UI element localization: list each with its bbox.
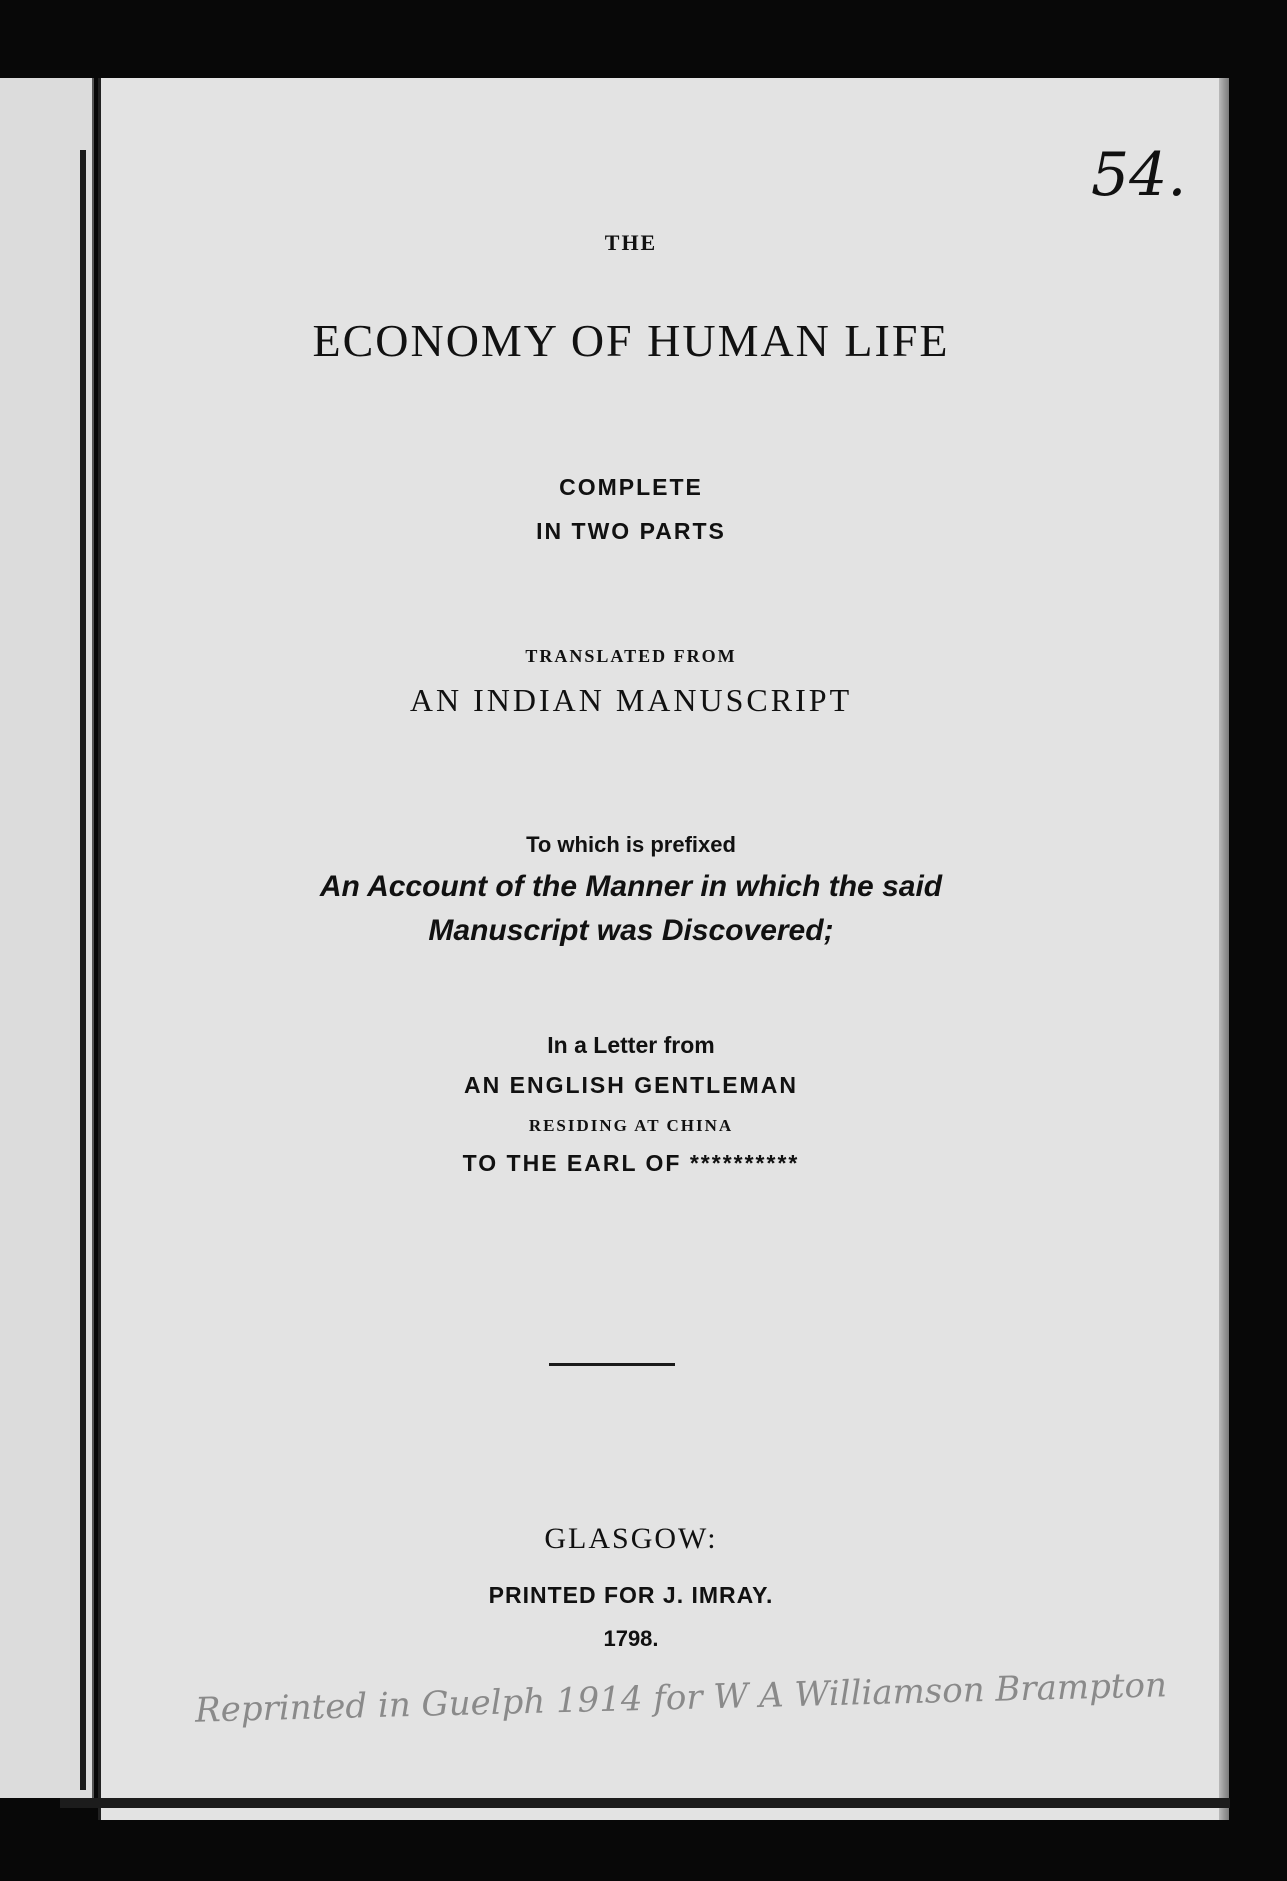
imprint-city: GLASGOW: (544, 1522, 718, 1555)
complete-line: COMPLETE (559, 474, 703, 500)
gentleman-line: AN ENGLISH GENTLEMAN (464, 1072, 798, 1098)
two-parts-line: IN TWO PARTS (536, 518, 726, 544)
imprint-printer: PRINTED FOR J. IMRAY. (488, 1582, 774, 1608)
page-bottom-edge (60, 1798, 1230, 1808)
earl-line: TO THE EARL OF ********** (462, 1150, 800, 1176)
translated-from-line: TRANSLATED FROM (525, 646, 737, 666)
handwritten-note: Reprinted in Guelph 1914 for W A Williamson Brampton (194, 1665, 1168, 1731)
book-spine (80, 150, 86, 1790)
imprint-year: 1798. (603, 1626, 659, 1651)
page-number: 54. (1091, 140, 1187, 210)
title-page (98, 78, 1229, 1820)
page-edge (1219, 78, 1229, 1820)
book-title: ECONOMY OF HUMAN LIFE (312, 315, 950, 366)
residing-line: RESIDING AT CHINA (528, 1116, 734, 1135)
account-line-2: Manuscript was Discovered; (428, 914, 834, 947)
account-line-1: An Account of the Manner in which the said (319, 870, 943, 903)
letter-from-line: In a Letter from (547, 1032, 715, 1058)
divider-rule (549, 1363, 675, 1366)
prefixed-line: To which is prefixed (526, 832, 736, 857)
manuscript-line: AN INDIAN MANUSCRIPT (409, 682, 853, 718)
title-article: THE (604, 230, 658, 255)
